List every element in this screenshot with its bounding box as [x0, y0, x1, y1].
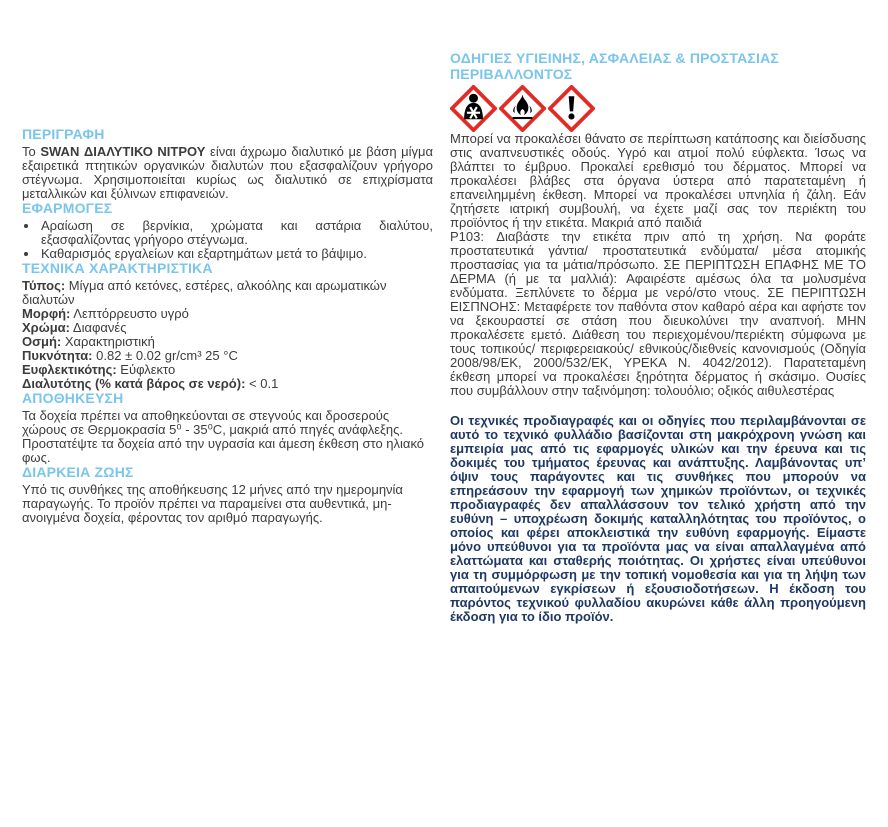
tech-field-color: Χρώμα: Διαφανές [22, 320, 127, 335]
disclaimer-paragraph: Οι τεχνικές προδιαγραφές και οι οδηγίες που περιλαμβάνονται σε αυτό το τεχνικό φυλλάδιο βασίζονται στη μακρόχρονη γνώση και εμπειρία μας από τις εφαρμογές υλικών και την έρευνα και τις δοκιμές του τμήματος έρευνας και ανάπτυξης. Λαμβάνοντας υπ’ όψιν τους παράγοντες και τις συνθήκες που μπορούν να επηρεάσουν την εφαρμογή των χημικών προϊόντων, οι τεχνικές προδιαγραφές δεν απαλλάσσουν τον τελικό χρήστη από την ευθύνη – υποχρέωση δοκιμής καταλληλότητας του προϊόντος, ο οποίος και φέρει αποκλειστικά την ευθύνη εφαρμογής. Είμαστε μόνο υπεύθυνοι για τα προϊόντα μας να είναι απαλλαγμένα από ελαττώματα και σταθερής ποιότητας. Οι χρήστες είναι υπεύθυνοι για τη συμμόρφωση με την τοπική νομοθεσία και για τη λήψη των απαιτούμενων εγκρίσεων ή εξουσιοδοτήσεων. Η έκδοση του παρόντος τεχνικού φυλλαδίου ακυρώνει κάθε άλλη προηγούμενη έκδοση για το ίδιο προϊόν. [450, 413, 866, 624]
tech-field-density: Πυκνότητα: 0.82 ± 0.02 gr/cm³ 25 °C [22, 348, 238, 363]
health-hazard-icon [450, 85, 497, 132]
section-applications [22, 201, 433, 261]
applications-list [22, 219, 433, 261]
tech-field-form: Μορφή: Λεπτόρρευστο υγρό [22, 306, 189, 321]
tech-field-solubility: Διαλυτότης (% κατά βάρος σε νερό): < 0.1 [22, 376, 279, 391]
left-column [22, 127, 433, 525]
storage-heading: ΑΠΟΘΗΚΕΥΣΗ [22, 390, 124, 406]
description-text: είναι άχρωμο διαλυτικό με βάση μίγμα εξαιρετικά πτητικών οργανικών διαλυτών που εξασφαλίζουν γρήγορο στέγνωμα. Χρησιμοποιείται κυρίως ως διαλυτικό σε επιχρίσματα μεταλλικών και ξύλινων επιφανειών. [22, 144, 433, 201]
tech-field-flammability: Ευφλεκτικότης: Εύφλεκτο [22, 362, 176, 377]
tech-field-odor: Οσμή: Χαρακτηριστική [22, 334, 155, 349]
ghs-pictograms [450, 85, 866, 132]
storage-paragraph: Τα δοχεία πρέπει να αποθηκεύονται σε στεγνούς και δροσερούς χώρους σε Θερμοκρασία 5⁰ - 35⁰C, μακριά από πηγές ανάφλεξης. Προστατέψτε τα δοχεία από την υγρασία και άμεση έκθεση στο ηλιακό φως. [22, 408, 425, 465]
section-storage [22, 391, 433, 465]
section-technical [22, 261, 433, 391]
technical-fields [22, 279, 433, 391]
application-item: • Αραίωση σε βερνίκια, χρώματα και αστάρια διαλύτου, εξασφαλίζοντας γρήγορο στέγνωμα. [39, 219, 433, 247]
section-shelf-life [22, 465, 433, 525]
tech-field-type: Τύπος: Μίγμα από κετόνες, εστέρες, αλκοόλης και αρωματικών διαλυτών [22, 278, 387, 307]
product-name: SWAN ΔΙΑΛΥΤΙΚΟ ΝΙΤΡΟΥ [40, 144, 206, 159]
flame-icon [499, 85, 546, 132]
description-intro: Το [22, 144, 36, 159]
section-description [22, 127, 433, 201]
shelf-life-paragraph: Υπό τις συνθήκες της αποθήκευσης 12 μήνες από την ημερομηνία παραγωγής. Το προϊόν πρέπει να παραμείνει στα αυθεντικά, μη-ανοιγμένα δοχεία, φέροντας τον αριθμό παραγωγής. [22, 482, 403, 525]
application-item: • Καθαρισμός εργαλείων και εξαρτημάτων μετά το βάψιμο. [39, 247, 433, 261]
exclamation-icon [548, 85, 595, 132]
technical-heading: ΤΕΧΝΙΚΑ ΧΑΡΑΚΤΗΡΙΣΤΙΚΑ [22, 260, 213, 276]
safety-heading: ΟΔΗΓΙΕΣ ΥΓΙΕΙΝΗΣ, ΑΣΦΑΛΕΙΑΣ & ΠΡΟΣΤΑΣΙΑΣ ΠΕΡΙΒΑΛΛΟΝΤΟΣ [450, 50, 779, 82]
shelf-life-heading: ΔΙΑΡΚΕΙΑ ΖΩΗΣ [22, 464, 134, 480]
right-column [450, 50, 866, 637]
hazard-statements-paragraph: Μπορεί να προκαλέσει θάνατο σε περίπτωση κατάποσης και διείσδυσης στις αναπνευστικές οδούς. Υγρό και ατμοί πολύ εύφλεκτα. Ίσως να βλάπτει το έμβρυο. Προκαλεί ερεθισμό του δέρματος. Μπορεί να προκαλέσει βλάβες στα όργανα ύστερα από παρατεταμένη ή επανειλημμένη έκθεση. Μπορεί να προκαλέσει υπνηλία ή ζάλη. Εάν ζητήσετε ιατρική συμβουλή, να έχετε μαζί σας τον περιέκτη του προϊόντος ή την ετικέτα. Μακριά από παιδιά [450, 131, 866, 230]
applications-heading: ΕΦΑΡΜΟΓΕΣ [22, 200, 113, 216]
precaution-statements-paragraph: P103: Διαβάστε την ετικέτα πριν από τη χρήση. Να φοράτε προστατευτικά γάντια/ προστατευτικά ενδύματα/ μέσα ατομικής προστασίας για τα μάτια/πρόσωπο. ΣΕ ΠΕΡΙΠΤΩΣΗ ΕΠΑΦΗΣ ΜΕ ΤΟ ΔΕΡΜΑ (ή με τα μαλλιά): Αφαιρέστε αμέσως όλα τα μολυσμένα ενδύματα. Ξεπλύνετε το δέρμα με νερό/στο ντους. ΣΕ ΠΕΡΙΠΤΩΣΗ ΕΙΣΠΝΟΗΣ: Μεταφέρετε τον παθόντα στον καθαρό αέρα και αφήστε τον να ξεκουραστεί σε στάση που διευκολύνει την αναπνοή. ΜΗΝ προκαλέσετε εμετό. Διάθεση του περιεχομένου/περιέκτη σύμφωνα με τους τοπικούς/ περιφερειακούς/ εθνικούς/διεθνείς κανονισμούς (Οδηγία 2008/98/ΕΚ, 2000/532/ΕΚ, ΥΡΕΚΑ Ν. 4042/2012). Παρατεταμένη έκθεση μπορεί να προκαλέσει ξηρότητα δέρματος ή σκάσιμο. Ουσίες που συμβάλλουν στην ταξινόμηση: τολουόλιο; οξικός αιθυλεστέρας [450, 229, 866, 398]
description-heading: ΠΕΡΙΓΡΑΦΗ [22, 126, 105, 142]
description-paragraph [22, 145, 433, 201]
